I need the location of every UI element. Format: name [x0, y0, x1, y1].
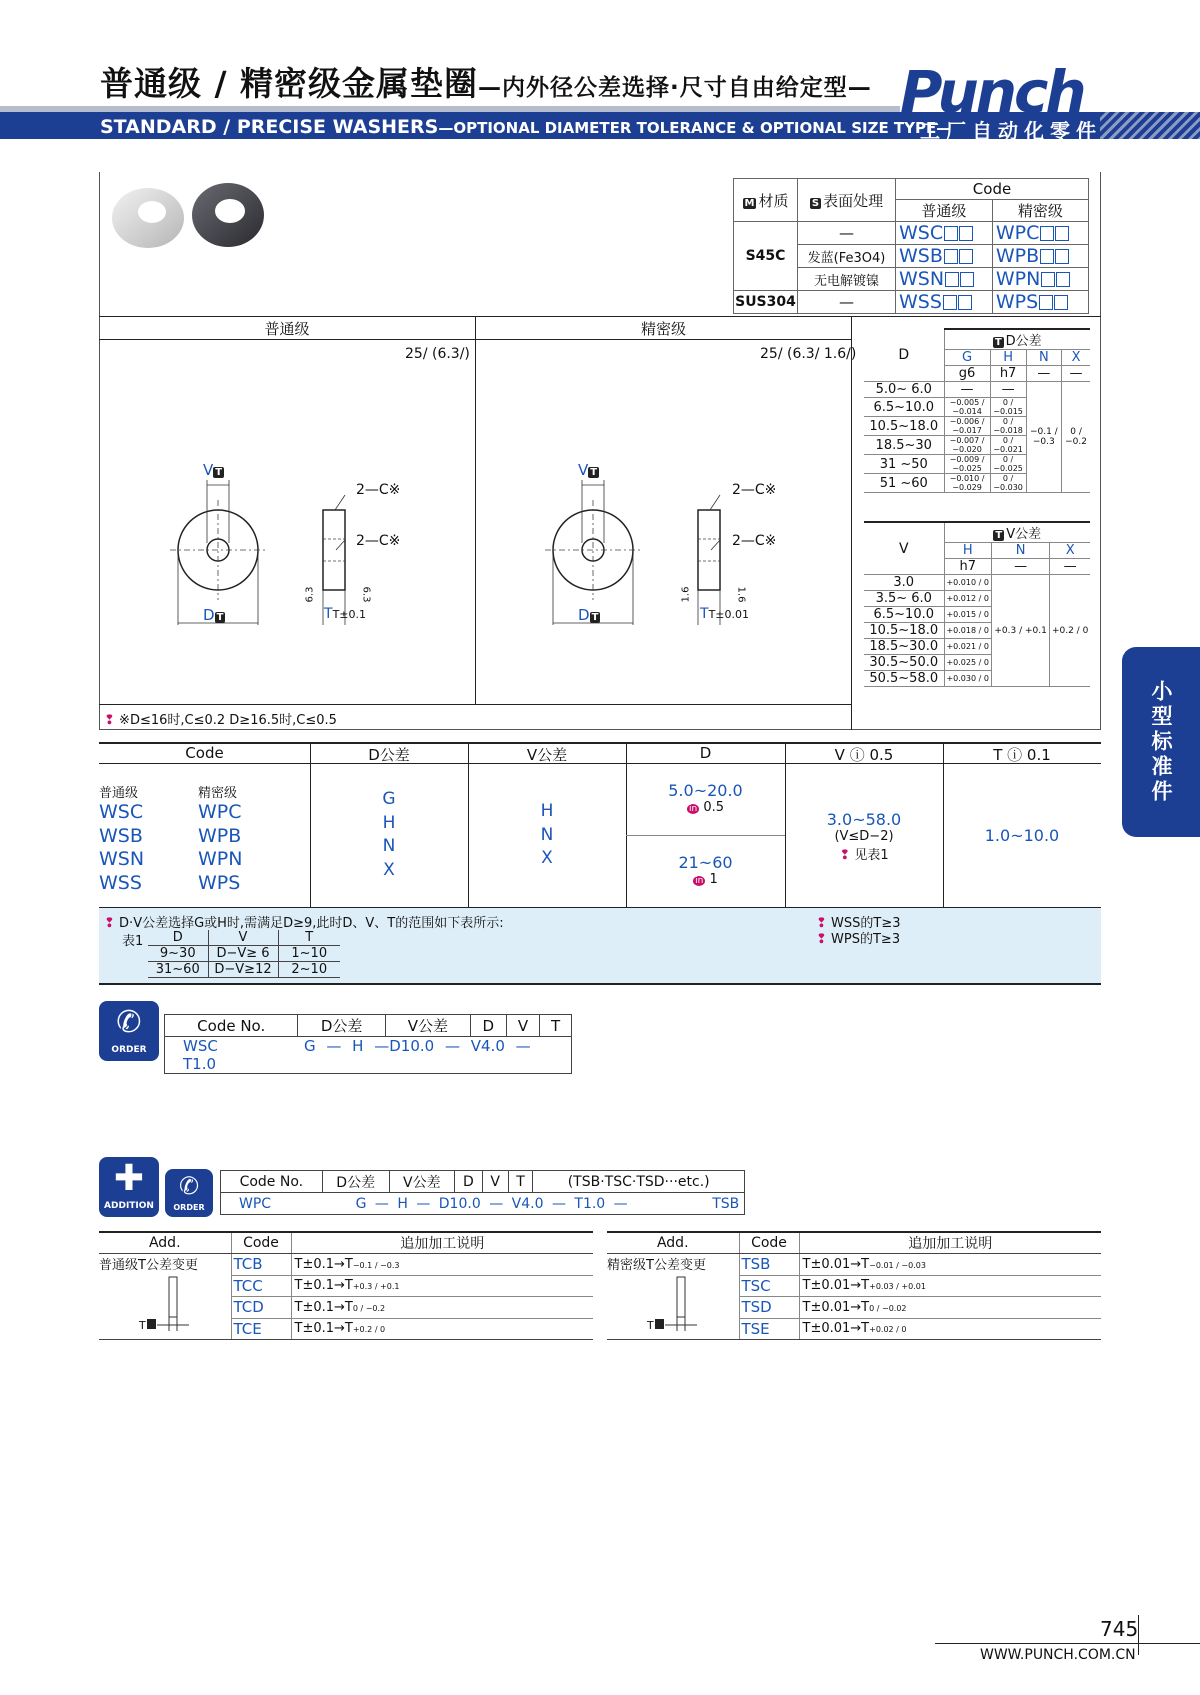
h-tol: 0 / −0.030: [990, 474, 1026, 493]
roughness-side: 6.3: [304, 586, 316, 603]
title-en-sub: —OPTIONAL DIAMETER TOLERANCE & OPTIONAL SIZE TYPE—: [438, 119, 952, 137]
t1-header: T: [305, 930, 314, 945]
material-header: M 材质: [734, 179, 798, 222]
standard-label: 普通级: [264, 320, 310, 338]
desc-cell: T±0.1→T+0.2 / 0: [291, 1318, 593, 1340]
v-col-header: V: [864, 522, 944, 575]
table1: [148, 930, 340, 978]
order-header: D: [470, 1015, 506, 1037]
svg-text:T: T: [139, 1319, 146, 1332]
v-range: 50.5~58.0: [864, 671, 944, 687]
standard-header: 普通级: [896, 200, 993, 222]
v-range: 30.5~50.0: [864, 655, 944, 671]
desc-cell: T±0.01→T+0.03 / +0.01: [799, 1275, 1101, 1297]
code-cell: WSN: [896, 268, 993, 291]
t1-cell: D−V≥12: [208, 962, 278, 978]
precise-grade-label: 精密级: [198, 786, 238, 801]
standard-grade-label: 普通级: [99, 786, 139, 801]
order-header: Code No.: [165, 1015, 298, 1037]
add-col: Add.: [99, 1232, 231, 1254]
t1-cell: 9~30: [148, 946, 208, 962]
x-tol: +0.2 / 0: [1050, 575, 1090, 687]
h-tol: +0.010 / 0: [944, 575, 991, 591]
add-cell: [99, 1254, 231, 1340]
t1-cell: D−V≥ 6: [208, 946, 278, 962]
wss-note: ❢ WSS的T≥3: [816, 916, 901, 931]
addition-table-standard: [99, 1231, 593, 1340]
order-header: V公差: [385, 1015, 470, 1037]
d-range: 18.5~30: [864, 436, 944, 455]
order-header: V: [482, 1171, 508, 1193]
tol-sub: h7: [944, 559, 991, 575]
order-header: Code No.: [221, 1171, 323, 1193]
desc-col: 追加加工说明: [291, 1232, 593, 1254]
h-tol: +0.025 / 0: [944, 655, 991, 671]
order-header: D公差: [298, 1015, 385, 1037]
col-code: Code: [185, 744, 224, 762]
desc-cell: T±0.01→T0 / −0.02: [799, 1297, 1101, 1319]
h-tol: 0 / −0.021: [990, 436, 1026, 455]
t1-cell: 2~10: [291, 962, 328, 977]
divider: [475, 316, 476, 704]
d-range-2: 21~60 in 1: [678, 853, 733, 887]
code-cell: WPC: [992, 222, 1088, 245]
h-tol: +0.030 / 0: [944, 671, 991, 687]
roughness-side: 6.3: [360, 586, 372, 603]
code-cell: WSC: [896, 222, 993, 245]
order-values: WSC G — H —D10.0 — V4.0 — T1.0: [165, 1037, 572, 1074]
code-tse: TSE: [739, 1318, 799, 1340]
divider: [99, 316, 1101, 317]
code-header: Code: [896, 179, 1089, 200]
svg-text:T: T: [647, 1319, 654, 1332]
g-tol: —: [944, 382, 990, 398]
code-tcc: TCC: [231, 1275, 291, 1297]
chamfer-label: 2—C※: [356, 533, 401, 549]
addition-icon: ✚ ADDITION: [99, 1157, 159, 1217]
d-dimension-std: D T: [203, 606, 224, 624]
code-cell: WSB: [896, 245, 993, 268]
t1-header: D: [148, 930, 208, 946]
slogan: 工厂自动化零件: [920, 119, 1102, 143]
page-title-en: [100, 116, 951, 138]
tol-sub: —: [1062, 366, 1090, 382]
v-range: 3.0~58.0 (V≤D−2) ❢ 见表1: [826, 810, 902, 863]
col-v-tol: V公差: [526, 746, 568, 764]
g-tol: −0.006 / −0.017: [944, 417, 990, 436]
addition-table-precise: [607, 1231, 1101, 1340]
order-values: WPC G — H — D10.0 — V4.0 — T1.0 — TSB: [221, 1193, 745, 1215]
divider: [626, 835, 785, 836]
g-tol: −0.010 / −0.029: [944, 474, 990, 493]
tol-col: H: [944, 543, 991, 559]
code-wss: WSS: [99, 871, 142, 894]
tol-col: X: [1050, 543, 1090, 559]
desc-cell: T±0.01→T−0.01 / −0.03: [799, 1254, 1101, 1276]
code-wsb: WSB: [99, 824, 143, 847]
add-title: 普通级T公差变更: [99, 1258, 198, 1273]
t-dimension-pre: TT±0.01: [700, 606, 749, 622]
code-cell: WPB: [992, 245, 1088, 268]
page-title: [100, 58, 872, 105]
roughness-side: 1.6: [680, 586, 692, 603]
d-range: 6.5~10.0: [864, 398, 944, 417]
d-range: 31 ~50: [864, 455, 944, 474]
col-d-tol: D公差: [368, 746, 410, 764]
footer-url[interactable]: WWW.PUNCH.COM.CN: [980, 1647, 1136, 1663]
tol-sub: —: [1050, 559, 1090, 575]
order-header: (TSB·TSC·TSD···etc.): [533, 1171, 745, 1193]
v-range: 6.5~10.0: [864, 607, 944, 623]
precise-label: 精密级: [640, 320, 686, 338]
t1-cell: 1~10: [291, 946, 328, 961]
v-range: 3.0: [864, 575, 944, 591]
side-tab[interactable]: 小型标准件: [1122, 647, 1200, 837]
divider: [943, 742, 944, 907]
h-tol: 0 / −0.018: [990, 417, 1026, 436]
t1-cell: 31~60: [148, 962, 208, 978]
code-wsc: WSC: [99, 801, 144, 823]
code-tce: TCE: [231, 1318, 291, 1340]
desc-cell: T±0.1→T+0.3 / +0.1: [291, 1275, 593, 1297]
surface-cell: —: [798, 222, 896, 245]
tol-col: H: [990, 350, 1026, 366]
tol-sub: —: [991, 559, 1049, 575]
tol-col: N: [991, 543, 1049, 559]
h-tol: +0.012 / 0: [944, 591, 991, 607]
order-header: D公差: [322, 1171, 389, 1193]
page-number: 745: [1100, 1617, 1139, 1641]
order-example-1: [164, 1014, 572, 1074]
code-tsb: TSB: [739, 1254, 799, 1276]
desc-cell: T±0.01→T+0.02 / 0: [799, 1318, 1101, 1340]
order-header: D: [454, 1171, 482, 1193]
surface-cell: 无电解镀镍: [798, 268, 896, 291]
d-tol-title: T D公差: [944, 329, 1090, 350]
code-tsc: TSC: [739, 1275, 799, 1297]
code-cell: WPN: [992, 268, 1088, 291]
chamfer-label: 2—C※: [356, 482, 401, 498]
divider: [99, 704, 851, 705]
v-range: 18.5~30.0: [864, 639, 944, 655]
chamfer-label: 2—C※: [732, 482, 777, 498]
chamfer-label: 2—C※: [732, 533, 777, 549]
code-col: Code: [231, 1232, 291, 1254]
code-cell: WPS: [992, 291, 1088, 314]
t-dimension-std: TT±0.1: [324, 606, 366, 622]
material-sus304: SUS304: [734, 291, 798, 314]
d-range: 5.0~ 6.0: [864, 382, 944, 398]
code-wsn: WSN: [99, 848, 145, 870]
tol-col: G: [944, 350, 990, 366]
x-tol: 0 / −0.2: [1062, 382, 1090, 493]
v-dimension-std: V T: [203, 461, 223, 479]
code-col: Code: [739, 1232, 799, 1254]
divider: [851, 316, 852, 730]
add-title: 精密级T公差变更: [607, 1258, 706, 1273]
surface-header: S 表面处理: [798, 179, 896, 222]
d-tolerance-table: [864, 328, 1090, 493]
add-col: Add.: [607, 1232, 739, 1254]
add-cell: [607, 1254, 739, 1340]
d-col-header: D: [864, 329, 944, 382]
tol-col: N: [1026, 350, 1062, 366]
d-tol-options: G H N X: [382, 789, 396, 880]
order-header: T: [508, 1171, 533, 1193]
material-s45c: S45C: [734, 222, 798, 291]
v-range: 10.5~18.0: [864, 623, 944, 639]
standard-codes: [99, 801, 144, 895]
g-tol: −0.009 / −0.025: [944, 455, 990, 474]
g-tol: −0.005 / −0.014: [944, 398, 990, 417]
d-range: 10.5~18.0: [864, 417, 944, 436]
order-icon: ✆ ORDER: [99, 1001, 159, 1061]
code-tcb: TCB: [231, 1254, 291, 1276]
order-header: V公差: [389, 1171, 454, 1193]
thickness-icon: [99, 1273, 209, 1335]
thickness-icon: [607, 1273, 717, 1335]
code-wps: WPS: [198, 871, 241, 894]
d-range-1: 5.0~20.0 in 0.5: [668, 781, 743, 815]
h-tol: +0.015 / 0: [944, 607, 991, 623]
title-sub: —内外径公差选择·尺寸自由给定型—: [478, 75, 872, 101]
desc-cell: T±0.1→T0 / −0.2: [291, 1297, 593, 1319]
n-tol: −0.1 / −0.3: [1026, 382, 1062, 493]
precise-header: 精密级: [992, 200, 1088, 222]
order-icon: ✆ ORDER: [165, 1169, 213, 1217]
h-tol: 0 / −0.025: [990, 455, 1026, 474]
v-tolerance-table: [864, 521, 1090, 687]
code-wpc: WPC: [198, 801, 242, 823]
t-range: 1.0~10.0: [984, 826, 1060, 845]
code-wpn: WPN: [198, 848, 243, 870]
t1-header: V: [208, 930, 278, 946]
v-range: 3.5~ 6.0: [864, 591, 944, 607]
order-header: T: [540, 1015, 572, 1037]
v-dimension-pre: V T: [578, 461, 598, 479]
h-tol: +0.018 / 0: [944, 623, 991, 639]
tol-sub: —: [1026, 366, 1062, 382]
h-tol: —: [990, 382, 1026, 398]
h-tol: 0 / −0.015: [990, 398, 1026, 417]
roughness-precise: 25/ (6.3/ 1.6/): [760, 346, 857, 362]
desc-col: 追加加工说明: [799, 1232, 1101, 1254]
col-t: T ⓘ 0.1: [993, 746, 1051, 764]
wps-note: ❢ WPS的T≥3: [816, 932, 901, 947]
tol-col: X: [1062, 350, 1090, 366]
code-tcd: TCD: [231, 1297, 291, 1319]
d-range: 51 ~60: [864, 474, 944, 493]
d-dimension-pre: D T: [578, 606, 599, 624]
order-header: V: [506, 1015, 540, 1037]
h-tol: +0.021 / 0: [944, 639, 991, 655]
table1-label: 表1: [122, 934, 144, 949]
code-wpb: WPB: [198, 824, 242, 847]
code-cell: WSS: [896, 291, 993, 314]
surface-cell: —: [798, 291, 896, 314]
header-stripes: [1100, 112, 1200, 139]
precise-codes: [198, 801, 242, 895]
code-tsd: TSD: [739, 1297, 799, 1319]
order-example-2: [220, 1170, 745, 1215]
v-tol-options: H N X: [540, 801, 554, 868]
desc-cell: T±0.1→T−0.1 / −0.3: [291, 1254, 593, 1276]
tol-sub: g6: [944, 366, 990, 382]
roughness-standard: 25/ (6.3/): [405, 346, 470, 362]
surface-cell: 发蓝(Fe3O4): [798, 245, 896, 268]
tol-sub: h7: [990, 366, 1026, 382]
chamfer-note: ❢ ※D≤16时,C≤0.2 D≥16.5时,C≤0.5: [104, 713, 337, 728]
title-en-main: STANDARD / PRECISE WASHERS: [100, 116, 439, 138]
n-tol: +0.3 / +0.1: [991, 575, 1049, 687]
footer-rule: [935, 1643, 1200, 1644]
g-tol: −0.007 / −0.020: [944, 436, 990, 455]
col-d: D: [699, 744, 712, 762]
note-text: ❢ D·V公差选择G或H时,需满足D≥9,此时D、V、T的范围如下表所示:: [104, 916, 504, 931]
roughness-side: 1.6: [735, 586, 747, 603]
punch-logo: Punch: [900, 58, 1084, 126]
col-v: V ⓘ 0.5: [834, 746, 894, 764]
title-main: 普通级 / 精密级金属垫圈: [100, 64, 479, 103]
v-tol-title: T V公差: [944, 522, 1090, 543]
